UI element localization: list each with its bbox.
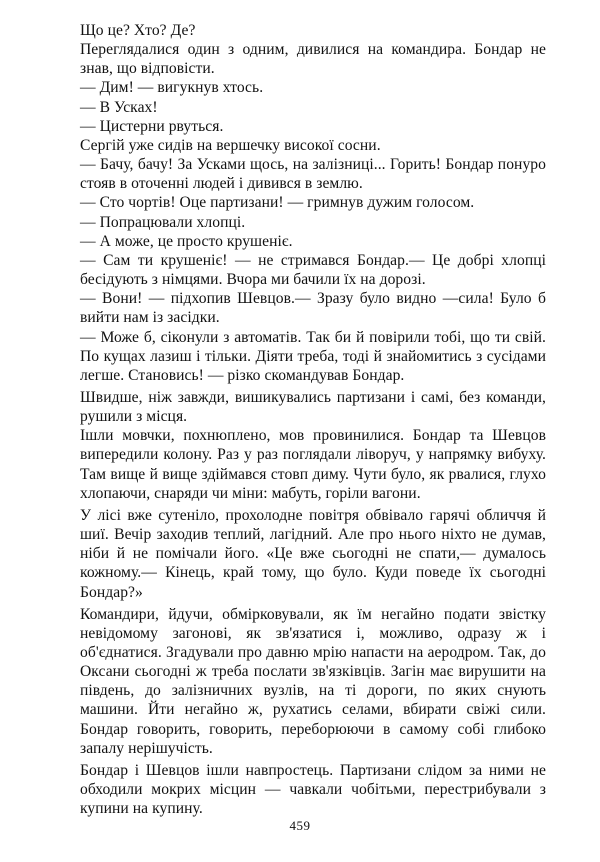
paragraph: — В Усках! bbox=[80, 98, 158, 116]
paragraph: — Бачу, бачу! За Усками щось, на залізниці... Горить! Бондар понуро стояв в оточенні людей і дивився в землю. bbox=[80, 156, 546, 193]
page-number: 459 bbox=[289, 818, 311, 833]
paragraph: У лісі вже сутеніло, прохолодне повітря обвівало гарячі обличчя й шиї. Вечір заходив теплий, лагідний. Але про нього ніхто не думав, ніби й не помічали його. «Це вже сьогодні не спати,— думалось кожному.— Кінець, край тому, що було. Куди поведе їх сьогодні Бондар?» bbox=[80, 506, 546, 601]
paragraph: Швидше, ніж завжди, вишикувались партизани і самі, без команди, рушили з місця. bbox=[80, 388, 546, 426]
page-text bbox=[80, 21, 546, 818]
paragraph: — Сам ти крушеніє! — не стримався Бондар.— Це добрі хлопці бесідують з німцями. Вчора ми бачили їх на дорозі. bbox=[80, 251, 546, 289]
paragraph: — Може б, сіконули з автоматів. Так би й повірили тобі, що ти свій. По кущах лазиш і тільки. Діяти треба, тоді й знайомитись з сусідами легше. Становись! — різко скомандував Бондар. bbox=[80, 328, 546, 384]
paragraph: — А може, це просто крушеніє. bbox=[80, 232, 293, 250]
paragraph: Ішли мовчки, похнюплено, мов провинилися. Бондар та Шевцов випередили колону. Раз у раз поглядали ліворуч, у напрямку вибуху. Там вище й вище здіймався стовп диму. Чути було, як рвалися, глухо хлопаючи, снаряди чи міни: мабуть, горіли вагони. bbox=[80, 427, 546, 502]
paragraph: — Сто чортів! Оце партизани! — гримнув дужим голосом. bbox=[80, 194, 475, 212]
paragraph: Переглядалися один з одним, дивилися на командира. Бондар не знав, що відповісти. bbox=[80, 41, 546, 78]
paragraph: — Вони! — підхопив Шевцов.— Зразу було видно —сила! Було б вийти нам із засідки. bbox=[80, 290, 546, 327]
paragraph: Командири, йдучи, обмірковували, як їм негайно подати звістку невідомому загонові, як зв'язатися і, можливо, одразу ж і об'єднатися. Згадували про давню мрію напасти на аеродром. Так, до Оксани сьогодні ж треба послати зв'язківців. Загін має вирушити на південь, до залізничних вузлів, на ті дороги, по яких снують машини. Йти негайно ж, рухатись селами, вбирати свіжі сили. Бондар говорить, говорить, переборюючи в самому собі глибоко запалу нерішучість. bbox=[80, 605, 546, 757]
paragraph: Що це? Хто? Де? bbox=[80, 22, 196, 39]
paragraph: — Попрацювали хлопці. bbox=[80, 213, 246, 231]
paragraph: — Цистерни рвуться. bbox=[80, 117, 224, 135]
paragraph: Бондар і Шевцов ішли навпростець. Партизани слідом за ними не обходили мокрих місцин — чавкали чобітьми, перестрибували з купини на купину. bbox=[80, 761, 546, 818]
paragraph: — Дим! — вигукнув хтось. bbox=[80, 79, 264, 97]
paragraph: Сергій уже сидів на вершечку високої сосни. bbox=[80, 136, 381, 154]
